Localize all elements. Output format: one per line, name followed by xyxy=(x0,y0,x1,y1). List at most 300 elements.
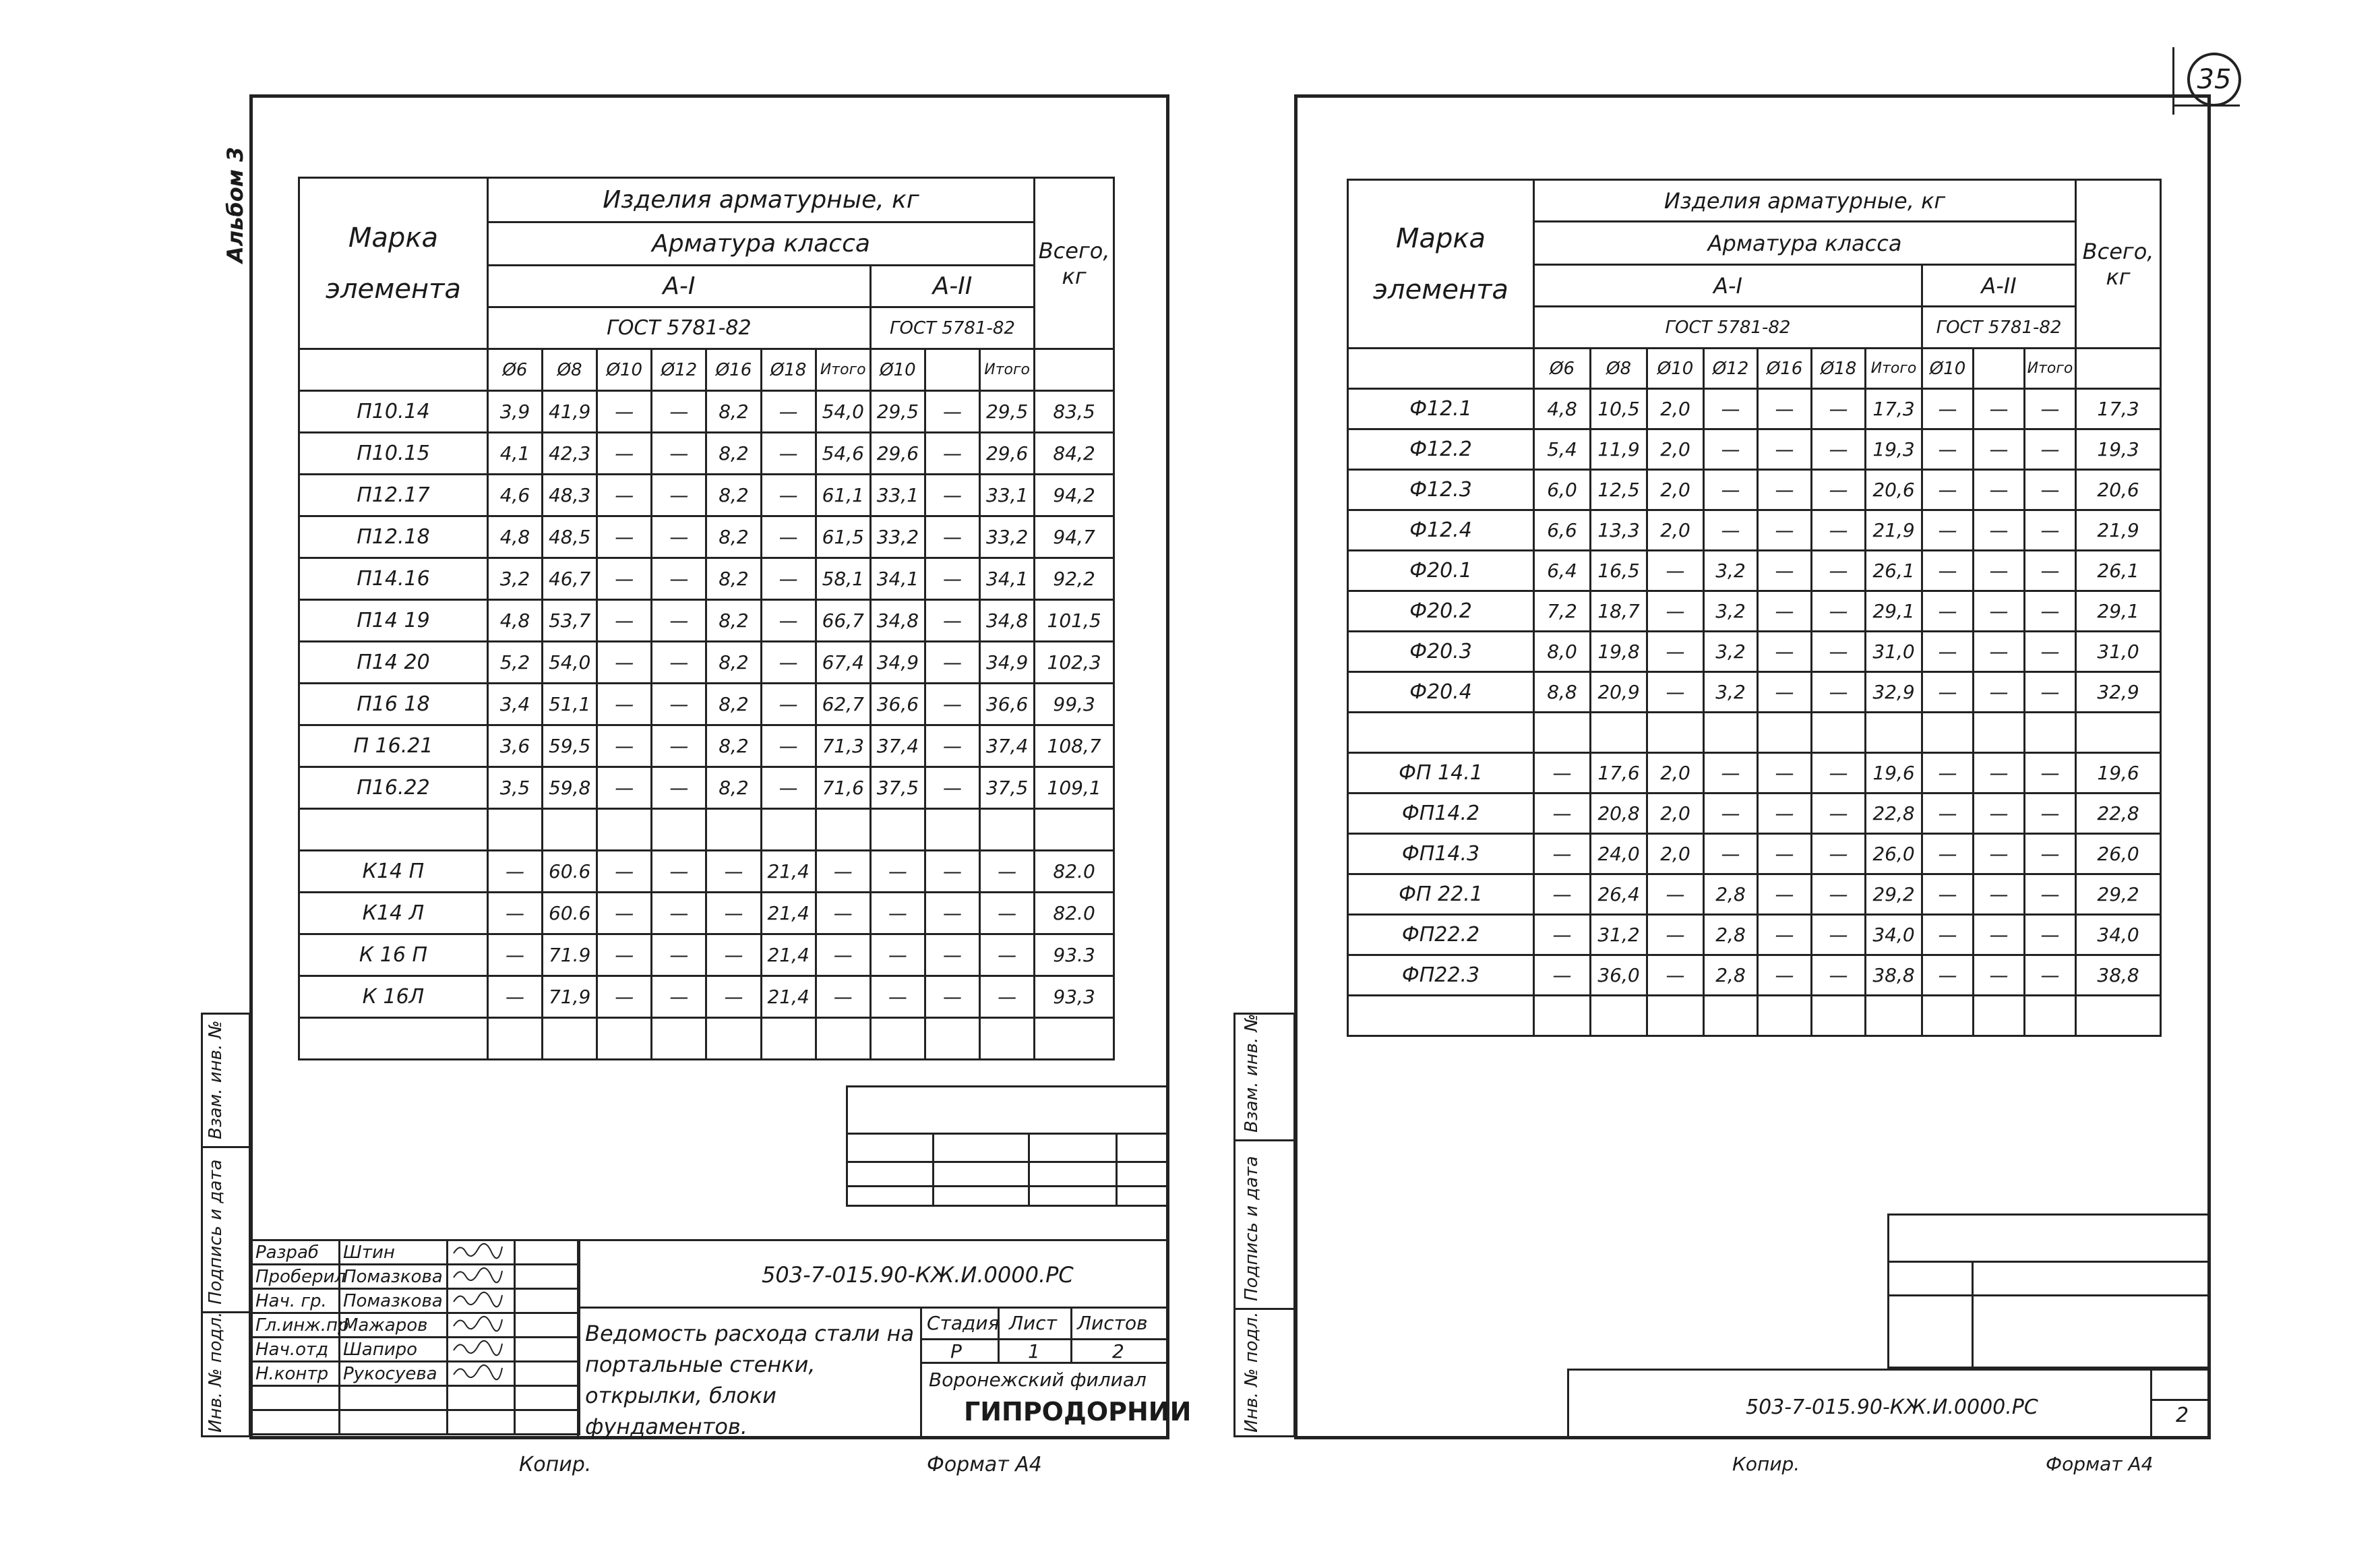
album-label: Альбом 3 xyxy=(222,146,248,263)
value-cell: — xyxy=(980,851,1035,893)
table-row xyxy=(299,475,1114,516)
table-row xyxy=(1348,834,2161,874)
signature-row xyxy=(252,1410,580,1435)
value-cell: — xyxy=(761,516,816,558)
diam-header: Ø6 xyxy=(487,349,542,391)
signature-row xyxy=(252,1313,580,1338)
value-cell: — xyxy=(1812,429,1866,470)
class-a2-header: А-II xyxy=(1922,265,2076,307)
value-cell: — xyxy=(2025,551,2076,591)
value-cell: — xyxy=(1812,955,1866,996)
element-mark-cell: П12.18 xyxy=(299,516,488,558)
value-cell: 2,0 xyxy=(1647,389,1704,429)
element-mark-cell: ФП22.2 xyxy=(1348,915,1534,955)
value-cell: 3,5 xyxy=(487,767,542,809)
value-cell: 3,9 xyxy=(487,391,542,433)
value-cell: — xyxy=(870,934,925,976)
value-cell: — xyxy=(1704,510,1758,551)
value-cell xyxy=(1812,713,1866,753)
signature-row xyxy=(252,1362,580,1386)
element-mark-cell: Ф12.4 xyxy=(1348,510,1534,551)
value-cell: — xyxy=(487,851,542,893)
table-row xyxy=(1348,996,2161,1036)
value-cell: 29,1 xyxy=(1866,591,1922,632)
value-cell: 4,8 xyxy=(487,600,542,642)
value-cell: — xyxy=(1534,915,1591,955)
diam-header: Ø12 xyxy=(1704,349,1758,389)
value-cell: 2,0 xyxy=(1647,834,1704,874)
side-label-inventory: Инв. № подл. xyxy=(206,1311,226,1433)
signature-mark xyxy=(448,1386,515,1410)
value-cell: 10,5 xyxy=(1591,389,1647,429)
value-cell: — xyxy=(1758,632,1812,672)
element-mark-cell: К14 Л xyxy=(299,893,488,934)
value-cell xyxy=(761,1018,816,1060)
value-cell: — xyxy=(2025,834,2076,874)
table-row xyxy=(1348,915,2161,955)
value-cell: — xyxy=(1974,551,2025,591)
value-cell: — xyxy=(925,433,979,475)
element-mark-cell: П 16.21 xyxy=(299,725,488,767)
value-cell xyxy=(652,1018,706,1060)
side-label-replace: Взам. инв. № xyxy=(1242,1013,1262,1133)
value-cell: — xyxy=(706,851,761,893)
value-cell: 11,9 xyxy=(1591,429,1647,470)
value-cell: — xyxy=(1922,874,1974,915)
value-cell xyxy=(1704,713,1758,753)
value-cell xyxy=(597,809,652,851)
sheets-header: Листов xyxy=(1077,1312,1148,1334)
right-format: Формат А4 xyxy=(2046,1453,2154,1475)
value-cell: 24,0 xyxy=(1591,834,1647,874)
value-cell: 5,4 xyxy=(1534,429,1591,470)
marka-header: Марка элемента xyxy=(299,178,488,349)
value-cell: 108,7 xyxy=(1035,725,1114,767)
value-cell: — xyxy=(1812,753,1866,793)
value-cell: 59,8 xyxy=(543,767,597,809)
value-cell: 8,2 xyxy=(706,600,761,642)
value-cell: — xyxy=(1974,389,2025,429)
value-cell: — xyxy=(597,600,652,642)
value-cell: — xyxy=(597,433,652,475)
value-cell: 48,5 xyxy=(543,516,597,558)
value-cell: 34,9 xyxy=(980,642,1035,684)
table-row xyxy=(1348,632,2161,672)
value-cell: 26,1 xyxy=(1866,551,1922,591)
diam-header: Ø16 xyxy=(706,349,761,391)
value-cell: 84,2 xyxy=(1035,433,1114,475)
value-cell: 17,3 xyxy=(1866,389,1922,429)
element-mark-cell xyxy=(1348,996,1534,1036)
diam-header: Ø6 xyxy=(1534,349,1591,389)
value-cell: — xyxy=(487,893,542,934)
value-cell: — xyxy=(2025,874,2076,915)
element-mark-cell: Ф12.3 xyxy=(1348,470,1534,510)
value-cell: 20,6 xyxy=(1866,470,1922,510)
sheets-value: 2 xyxy=(1112,1340,1124,1362)
value-cell: 29,6 xyxy=(870,433,925,475)
element-mark-cell xyxy=(299,1018,488,1060)
total-header: Всего, кг xyxy=(2076,180,2161,349)
value-cell xyxy=(1591,996,1647,1036)
table-row xyxy=(299,516,1114,558)
table-row xyxy=(1348,551,2161,591)
value-cell: 34,0 xyxy=(1866,915,1922,955)
value-cell: 54,0 xyxy=(816,391,870,433)
element-mark-cell: П10.14 xyxy=(299,391,488,433)
marka-header: Марка элемента xyxy=(1348,180,1534,349)
value-cell: — xyxy=(1922,510,1974,551)
value-cell xyxy=(2076,996,2161,1036)
value-cell: 22,8 xyxy=(1866,793,1922,834)
value-cell: — xyxy=(706,893,761,934)
value-cell: 67,4 xyxy=(816,642,870,684)
value-cell: 8,8 xyxy=(1534,672,1591,713)
table-row xyxy=(299,558,1114,600)
gost-a2-header: ГОСТ 5781-82 xyxy=(1922,307,2076,349)
class-a1-header: А-I xyxy=(1534,265,1922,307)
value-cell: — xyxy=(1974,753,2025,793)
value-cell: 19,6 xyxy=(1866,753,1922,793)
value-cell: — xyxy=(980,893,1035,934)
value-cell: — xyxy=(652,851,706,893)
value-cell: — xyxy=(1758,551,1812,591)
diam-header: Ø16 xyxy=(1758,349,1812,389)
signature-mark xyxy=(448,1313,515,1338)
stage-value: Р xyxy=(950,1340,962,1362)
value-cell: — xyxy=(1974,429,2025,470)
value-cell xyxy=(980,1018,1035,1060)
gost-a1-header: ГОСТ 5781-82 xyxy=(487,307,870,349)
value-cell: 33,2 xyxy=(980,516,1035,558)
value-cell xyxy=(1534,996,1591,1036)
value-cell: — xyxy=(925,684,979,725)
value-cell: — xyxy=(1974,834,2025,874)
value-cell: 37,4 xyxy=(870,725,925,767)
value-cell: — xyxy=(1534,753,1591,793)
signature-mark xyxy=(448,1362,515,1386)
value-cell xyxy=(1866,996,1922,1036)
value-cell: — xyxy=(597,475,652,516)
value-cell: 2,0 xyxy=(1647,510,1704,551)
value-cell: — xyxy=(1647,915,1704,955)
signature-date xyxy=(515,1240,580,1265)
value-cell: 2,8 xyxy=(1704,874,1758,915)
value-cell: 6,4 xyxy=(1534,551,1591,591)
signature-date xyxy=(515,1265,580,1289)
table-row xyxy=(1348,470,2161,510)
diam-header: Ø18 xyxy=(1812,349,1866,389)
value-cell: — xyxy=(2025,753,2076,793)
value-cell: 34,8 xyxy=(980,600,1035,642)
value-cell: 54,6 xyxy=(816,433,870,475)
value-cell: 31,2 xyxy=(1591,915,1647,955)
left-doc-code: 503-7-015.90-КЖ.И.0000.РС xyxy=(762,1262,1074,1288)
value-cell: 3,2 xyxy=(1704,551,1758,591)
value-cell: — xyxy=(597,976,652,1018)
value-cell: — xyxy=(1922,834,1974,874)
value-cell: — xyxy=(1922,793,1974,834)
diam-header: Ø8 xyxy=(543,349,597,391)
value-cell: — xyxy=(652,558,706,600)
value-cell: 60.6 xyxy=(543,893,597,934)
value-cell: 94,2 xyxy=(1035,475,1114,516)
products-header: Изделия арматурные, кг xyxy=(1534,180,2076,222)
diam-header: Ø10 xyxy=(1647,349,1704,389)
value-cell: 99,3 xyxy=(1035,684,1114,725)
value-cell: 12,5 xyxy=(1591,470,1647,510)
value-cell: 8,2 xyxy=(706,725,761,767)
side-label-replace: Взам. инв. № xyxy=(206,1020,226,1139)
products-header: Изделия арматурные, кг xyxy=(487,178,1034,222)
value-cell xyxy=(543,1018,597,1060)
value-cell: — xyxy=(1758,591,1812,632)
value-cell: — xyxy=(1758,470,1812,510)
value-cell xyxy=(2025,996,2076,1036)
value-cell: — xyxy=(1812,470,1866,510)
class-a2-header: А-II xyxy=(870,266,1034,307)
value-cell: — xyxy=(925,725,979,767)
org-branch: Воронежский филиал xyxy=(929,1369,1147,1391)
value-cell xyxy=(706,809,761,851)
value-cell: 71.9 xyxy=(543,934,597,976)
value-cell: 33,2 xyxy=(870,516,925,558)
value-cell: — xyxy=(925,600,979,642)
value-cell: — xyxy=(1534,834,1591,874)
table-row xyxy=(1348,591,2161,632)
value-cell: — xyxy=(2025,470,2076,510)
value-cell xyxy=(1647,996,1704,1036)
value-cell: — xyxy=(652,516,706,558)
value-cell: — xyxy=(1758,834,1812,874)
value-cell: — xyxy=(1922,672,1974,713)
value-cell: — xyxy=(652,433,706,475)
signature-date xyxy=(515,1362,580,1386)
subtotal-header: Итого xyxy=(1866,349,1922,389)
value-cell: — xyxy=(1974,632,2025,672)
value-cell: 2,0 xyxy=(1647,793,1704,834)
value-cell: 17,6 xyxy=(1591,753,1647,793)
value-cell xyxy=(2076,713,2161,753)
value-cell xyxy=(925,1018,979,1060)
value-cell: — xyxy=(1974,874,2025,915)
element-mark-cell: Ф20.4 xyxy=(1348,672,1534,713)
diam-header: Ø18 xyxy=(761,349,816,391)
diam-header xyxy=(925,349,979,391)
value-cell: — xyxy=(1704,429,1758,470)
subtotal-header: Итого xyxy=(816,349,870,391)
right-revision-grid xyxy=(1887,1214,2211,1369)
table-row xyxy=(299,893,1114,934)
value-cell: 66,7 xyxy=(816,600,870,642)
value-cell: 42,3 xyxy=(543,433,597,475)
signature-name xyxy=(340,1386,448,1410)
value-cell: — xyxy=(652,767,706,809)
value-cell: 21,4 xyxy=(761,893,816,934)
value-cell: — xyxy=(816,851,870,893)
signature-mark xyxy=(448,1410,515,1435)
value-cell: 21,9 xyxy=(2076,510,2161,551)
signature-mark xyxy=(448,1338,515,1362)
value-cell xyxy=(870,809,925,851)
value-cell: — xyxy=(2025,632,2076,672)
table-row xyxy=(299,391,1114,433)
value-cell: — xyxy=(1758,429,1812,470)
value-cell: — xyxy=(652,934,706,976)
signature-date xyxy=(515,1386,580,1410)
armatura-class-header: Арматура класса xyxy=(1534,222,2076,265)
signature-role: Разраб xyxy=(252,1240,340,1265)
element-mark-cell: Ф20.1 xyxy=(1348,551,1534,591)
value-cell: — xyxy=(1647,955,1704,996)
element-mark-cell: К 16Л xyxy=(299,976,488,1018)
value-cell: 36,6 xyxy=(980,684,1035,725)
table-row xyxy=(299,725,1114,767)
element-mark-cell: ФП14.2 xyxy=(1348,793,1534,834)
value-cell: — xyxy=(2025,955,2076,996)
value-cell: — xyxy=(1758,389,1812,429)
table-row xyxy=(299,433,1114,475)
value-cell: — xyxy=(1758,793,1812,834)
value-cell: 29,2 xyxy=(1866,874,1922,915)
value-cell: 92,2 xyxy=(1035,558,1114,600)
value-cell: — xyxy=(1922,591,1974,632)
value-cell: 71,9 xyxy=(543,976,597,1018)
right-diam-row xyxy=(1348,349,2161,389)
value-cell xyxy=(980,809,1035,851)
element-mark-cell: П12.17 xyxy=(299,475,488,516)
table-row xyxy=(1348,510,2161,551)
value-cell xyxy=(1704,996,1758,1036)
sheet-value: 1 xyxy=(1028,1340,1040,1362)
value-cell: 37,5 xyxy=(870,767,925,809)
signature-name: Мажаров xyxy=(340,1313,448,1338)
value-cell xyxy=(487,1018,542,1060)
value-cell: — xyxy=(761,684,816,725)
value-cell: — xyxy=(870,893,925,934)
value-cell xyxy=(1758,713,1812,753)
side-label-signature: Подпись и дата xyxy=(206,1159,226,1305)
value-cell: — xyxy=(980,976,1035,1018)
value-cell: — xyxy=(597,934,652,976)
element-mark-cell: П14 20 xyxy=(299,642,488,684)
value-cell: — xyxy=(1812,591,1866,632)
value-cell: — xyxy=(1758,672,1812,713)
left-steel-table xyxy=(298,177,1115,1060)
element-mark-cell xyxy=(299,809,488,851)
value-cell: — xyxy=(652,391,706,433)
value-cell: — xyxy=(816,893,870,934)
value-cell: — xyxy=(1922,551,1974,591)
value-cell: — xyxy=(1704,793,1758,834)
value-cell: 31,0 xyxy=(1866,632,1922,672)
value-cell: 26,1 xyxy=(2076,551,2161,591)
value-cell: — xyxy=(1922,915,1974,955)
value-cell: 8,2 xyxy=(706,642,761,684)
element-mark-cell: ФП14.3 xyxy=(1348,834,1534,874)
table-row xyxy=(299,600,1114,642)
value-cell xyxy=(1866,713,1922,753)
value-cell: — xyxy=(761,725,816,767)
value-cell: 41,9 xyxy=(543,391,597,433)
value-cell: — xyxy=(1922,753,1974,793)
value-cell: — xyxy=(1647,591,1704,632)
value-cell: 19,6 xyxy=(2076,753,2161,793)
value-cell xyxy=(1035,809,1114,851)
value-cell: — xyxy=(597,725,652,767)
element-mark-cell: ФП 22.1 xyxy=(1348,874,1534,915)
table-row xyxy=(299,934,1114,976)
element-mark-cell: ФП22.3 xyxy=(1348,955,1534,996)
value-cell: — xyxy=(925,391,979,433)
value-cell: 58,1 xyxy=(816,558,870,600)
value-cell: — xyxy=(2025,672,2076,713)
value-cell: 109,1 xyxy=(1035,767,1114,809)
value-cell: — xyxy=(1812,793,1866,834)
diam-header: Ø8 xyxy=(1591,349,1647,389)
class-a1-header: А-I xyxy=(487,266,870,307)
signature-mark xyxy=(448,1240,515,1265)
signature-row xyxy=(252,1338,580,1362)
value-cell: — xyxy=(925,767,979,809)
table-row xyxy=(299,851,1114,893)
value-cell: 17,3 xyxy=(2076,389,2161,429)
table-row xyxy=(1348,753,2161,793)
value-cell: — xyxy=(1812,915,1866,955)
value-cell: — xyxy=(652,475,706,516)
value-cell: 36,0 xyxy=(1591,955,1647,996)
table-row xyxy=(1348,672,2161,713)
value-cell: — xyxy=(816,976,870,1018)
value-cell: 19,8 xyxy=(1591,632,1647,672)
diam-header: Ø12 xyxy=(652,349,706,391)
value-cell: — xyxy=(706,934,761,976)
value-cell: — xyxy=(761,558,816,600)
value-cell: — xyxy=(1922,389,1974,429)
value-cell: 59,5 xyxy=(543,725,597,767)
value-cell: 34,0 xyxy=(2076,915,2161,955)
value-cell: — xyxy=(1812,389,1866,429)
value-cell: 8,2 xyxy=(706,767,761,809)
value-cell: — xyxy=(597,642,652,684)
value-cell: 8,2 xyxy=(706,684,761,725)
value-cell: 8,0 xyxy=(1534,632,1591,672)
value-cell xyxy=(870,1018,925,1060)
value-cell: — xyxy=(2025,591,2076,632)
value-cell: — xyxy=(597,851,652,893)
value-cell: 38,8 xyxy=(2076,955,2161,996)
left-revision-grid xyxy=(846,1085,1169,1207)
value-cell: 37,4 xyxy=(980,725,1035,767)
value-cell xyxy=(487,809,542,851)
value-cell: 82.0 xyxy=(1035,851,1114,893)
right-steel-table xyxy=(1347,179,2162,1037)
value-cell xyxy=(1812,996,1866,1036)
value-cell xyxy=(1534,713,1591,753)
value-cell: — xyxy=(2025,915,2076,955)
subtotal-header: Итого xyxy=(2025,349,2076,389)
sheet-header: Лист xyxy=(1009,1312,1057,1334)
signature-mark xyxy=(448,1265,515,1289)
value-cell: — xyxy=(1812,551,1866,591)
left-diam-row xyxy=(299,349,1114,391)
value-cell: — xyxy=(1704,753,1758,793)
table-row xyxy=(1348,713,2161,753)
element-mark-cell: П14.16 xyxy=(299,558,488,600)
signature-date xyxy=(515,1313,580,1338)
value-cell: — xyxy=(1974,470,2025,510)
value-cell: 20,6 xyxy=(2076,470,2161,510)
